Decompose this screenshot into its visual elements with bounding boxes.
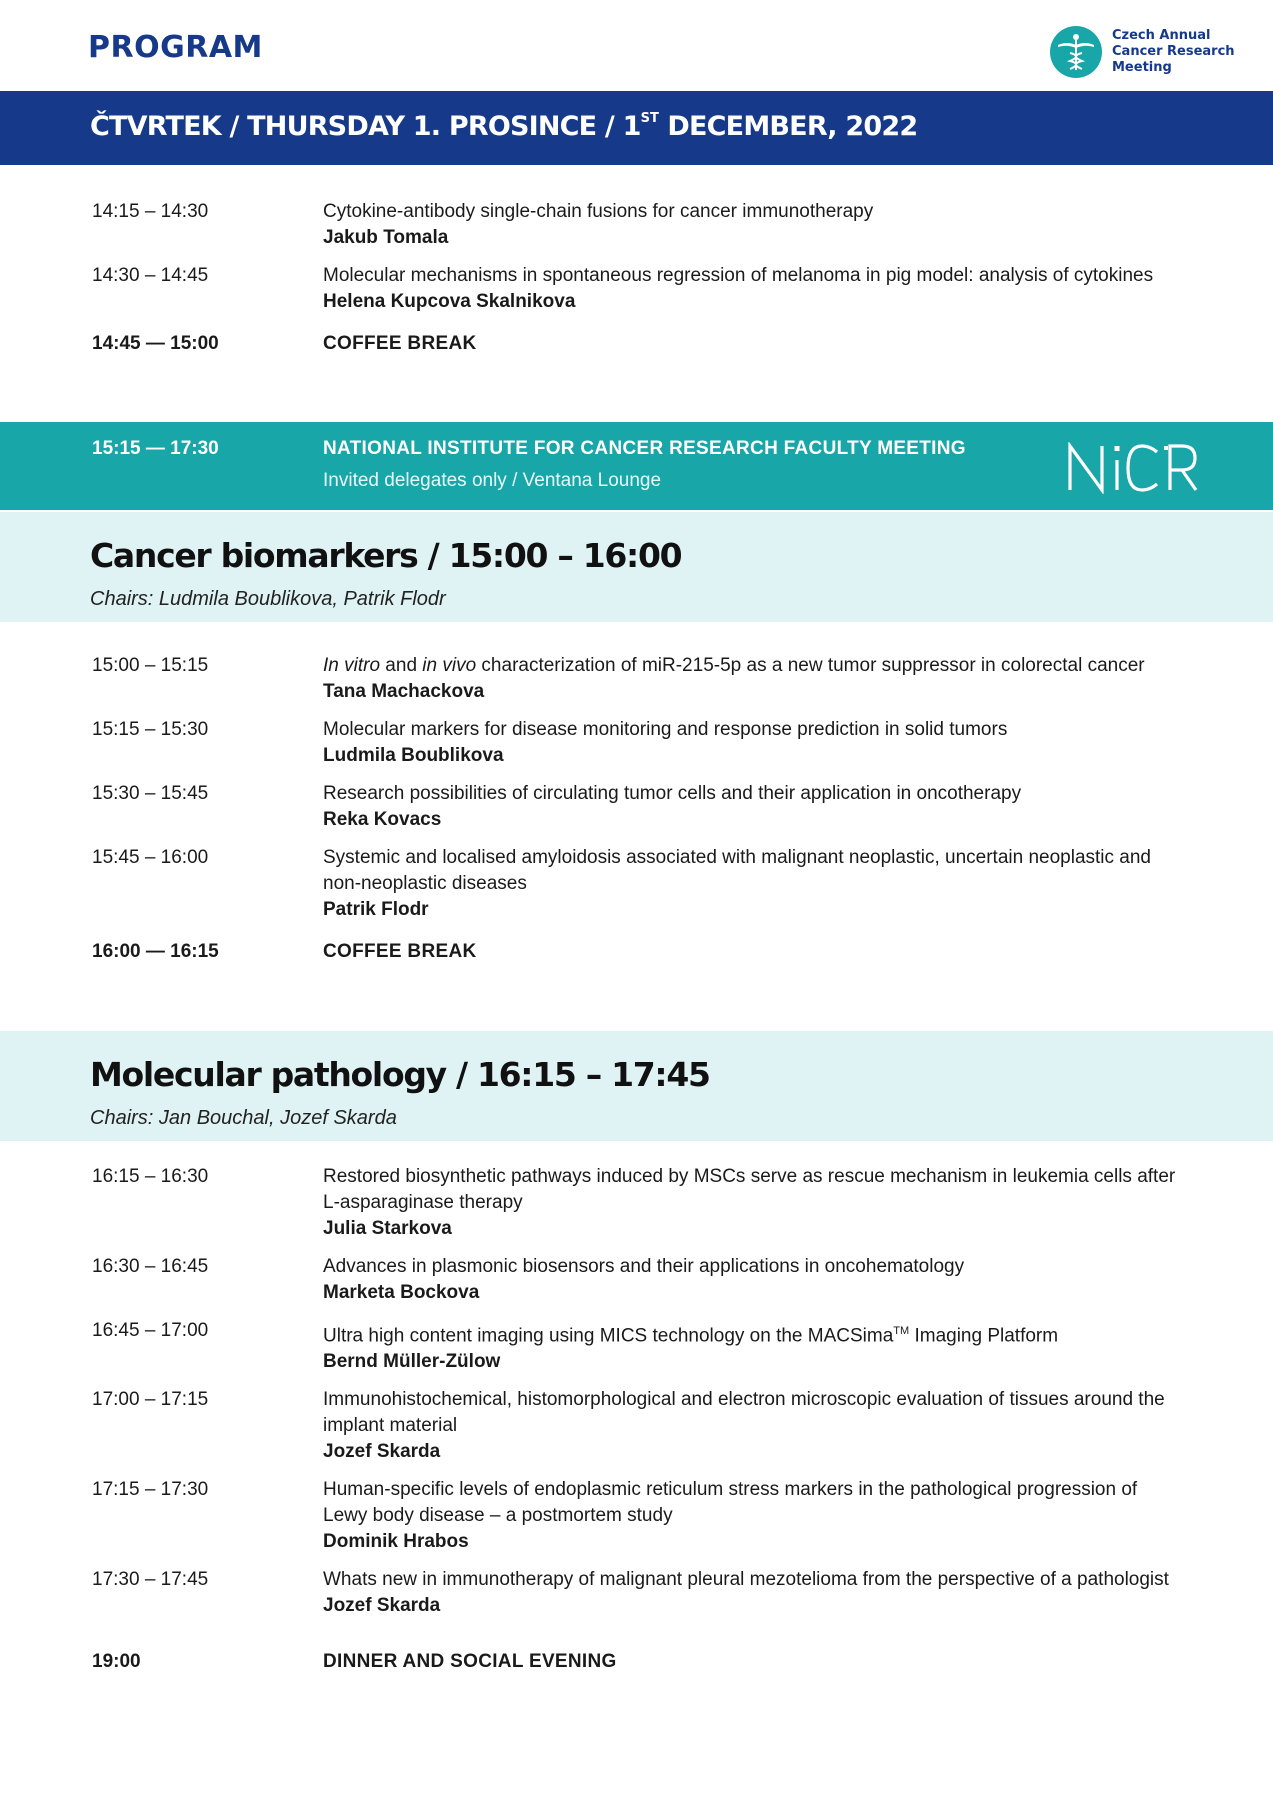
meeting-logo bbox=[1050, 26, 1235, 78]
talk-row bbox=[0, 1318, 1273, 1375]
break-time: 14:45 — 15:00 bbox=[92, 333, 219, 354]
talk-content bbox=[323, 199, 1183, 251]
talk-content bbox=[323, 1387, 1183, 1465]
caduceus-icon bbox=[1050, 26, 1102, 78]
break-time: 16:00 — 16:15 bbox=[92, 941, 219, 962]
talk-time: 15:45 – 16:00 bbox=[92, 847, 209, 868]
talk-content bbox=[323, 263, 1183, 315]
page-title: PROGRAM bbox=[88, 30, 263, 65]
talk-title: In vitro and in vivo characterization of miR-215-5p as a new tumor suppressor in colorectal cancer bbox=[323, 655, 1145, 676]
talk-speaker: Marketa Bockova bbox=[323, 1282, 480, 1303]
break-row bbox=[0, 939, 1273, 965]
section-chairs: Chairs: Ludmila Boublikova, Patrik Flodr bbox=[90, 588, 446, 610]
talk-row bbox=[0, 845, 1273, 923]
talk-row bbox=[0, 781, 1273, 833]
section-title: Cancer biomarkers / 15:00 – 16:00 bbox=[90, 536, 682, 575]
talk-time: 14:30 – 14:45 bbox=[92, 265, 209, 286]
talk-title: Molecular mechanisms in spontaneous regression of melanoma in pig model: analysis of cytokines bbox=[323, 265, 1154, 286]
talk-title: Advances in plasmonic biosensors and their applications in oncohematology bbox=[323, 1256, 965, 1277]
talk-content bbox=[323, 1254, 1183, 1306]
section-chairs: Chairs: Jan Bouchal, Jozef Skarda bbox=[90, 1107, 397, 1129]
talk-row bbox=[0, 263, 1273, 315]
talk-title: Restored biosynthetic pathways induced by MSCs serve as rescue mechanism in leukemia cells after L-asparaginase therapy bbox=[323, 1166, 1176, 1213]
logo-line: Meeting bbox=[1112, 60, 1172, 75]
talk-row bbox=[0, 717, 1273, 769]
talk-row bbox=[0, 1477, 1273, 1555]
talk-content bbox=[323, 845, 1183, 923]
logo-line: Czech Annual bbox=[1112, 28, 1211, 43]
section-header-cancer-biomarkers bbox=[0, 512, 1273, 622]
talk-time: 14:15 – 14:30 bbox=[92, 201, 209, 222]
talk-title: Systemic and localised amyloidosis associated with malignant neoplastic, uncertain neoplastic and non-neoplastic diseases bbox=[323, 847, 1152, 894]
talk-title: Whats new in immunotherapy of malignant pleural mezotelioma from the perspective of a pathologist bbox=[323, 1569, 1169, 1591]
talk-row bbox=[0, 1567, 1273, 1619]
talk-title: Human-specific levels of endoplasmic reticulum stress markers in the pathological progression of Lewy body disease – a postmortem study bbox=[323, 1479, 1138, 1527]
talk-speaker: Helena Kupcova Skalnikova bbox=[323, 291, 576, 312]
talk-time: 15:30 – 15:45 bbox=[92, 783, 209, 804]
break-row bbox=[0, 331, 1273, 357]
faculty-subtitle: Invited delegates only / Ventana Lounge bbox=[323, 470, 662, 491]
schedule-block-1 bbox=[0, 199, 1273, 357]
talk-speaker: Julia Starkova bbox=[323, 1218, 452, 1239]
talk-speaker: Reka Kovacs bbox=[323, 809, 442, 830]
talk-title: Research possibilities of circulating tumor cells and their application in oncotherapy bbox=[323, 783, 1022, 804]
talk-title: Immunohistochemical, histomorphological and electron microscopic evaluation of tissues around the implant material bbox=[323, 1389, 1165, 1437]
talk-row bbox=[0, 1254, 1273, 1306]
break-label: COFFEE BREAK bbox=[323, 333, 477, 354]
talk-speaker: Patrik Flodr bbox=[323, 899, 429, 920]
section-title: Molecular pathology / 16:15 – 17:45 bbox=[90, 1055, 710, 1094]
talk-content bbox=[323, 717, 1183, 769]
talk-speaker: Tana Machackova bbox=[323, 681, 485, 702]
dinner-row bbox=[0, 1649, 1273, 1675]
faculty-title: NATIONAL INSTITUTE FOR CANCER RESEARCH FACULTY MEETING bbox=[323, 438, 966, 459]
talk-content bbox=[323, 1567, 1183, 1619]
logo-line: Cancer Research bbox=[1112, 44, 1235, 59]
talk-time: 17:00 – 17:15 bbox=[92, 1389, 209, 1411]
dinner-label: DINNER AND SOCIAL EVENING bbox=[323, 1651, 617, 1673]
talk-time: 16:30 – 16:45 bbox=[92, 1256, 209, 1277]
dinner-time: 19:00 bbox=[92, 1651, 141, 1673]
talk-row bbox=[0, 1387, 1273, 1465]
talk-time: 16:45 – 17:00 bbox=[92, 1320, 209, 1341]
schedule-block-molecular-pathology bbox=[0, 1164, 1273, 1675]
faculty-time: 15:15 — 17:30 bbox=[92, 438, 219, 459]
talk-title: Cytokine-antibody single-chain fusions for cancer immunotherapy bbox=[323, 201, 874, 222]
section-header-molecular-pathology bbox=[0, 1031, 1273, 1141]
schedule-block-cancer-biomarkers bbox=[0, 653, 1273, 965]
talk-row bbox=[0, 653, 1273, 705]
talk-speaker: Bernd Müller-Zülow bbox=[323, 1351, 501, 1373]
talk-content bbox=[323, 653, 1183, 705]
talk-title: Ultra high content imaging using MICS technology on the MACSima™ Imaging Platform bbox=[323, 1325, 1059, 1347]
talk-speaker: Jozef Skarda bbox=[323, 1595, 441, 1617]
page-header bbox=[0, 0, 1273, 90]
talk-title: Molecular markers for disease monitoring and response prediction in solid tumors bbox=[323, 719, 1008, 740]
talk-content bbox=[323, 781, 1183, 833]
talk-speaker: Ludmila Boublikova bbox=[323, 745, 504, 766]
talk-speaker: Jozef Skarda bbox=[323, 1441, 441, 1463]
talk-content bbox=[323, 1477, 1183, 1555]
talk-time: 15:15 – 15:30 bbox=[92, 719, 209, 740]
talk-time: 16:15 – 16:30 bbox=[92, 1166, 209, 1187]
talk-content bbox=[323, 1318, 1183, 1375]
talk-row bbox=[0, 1164, 1273, 1242]
talk-speaker: Jakub Tomala bbox=[323, 227, 449, 248]
talk-time: 17:30 – 17:45 bbox=[92, 1569, 209, 1591]
day-heading: ČTVRTEK / THURSDAY 1. PROSINCE / 1ST DECEMBER, 2022 bbox=[90, 111, 918, 142]
faculty-meeting-banner bbox=[0, 422, 1273, 510]
talk-row bbox=[0, 199, 1273, 251]
nicr-logo bbox=[1066, 442, 1200, 499]
logo-text bbox=[1112, 28, 1235, 76]
talk-time: 15:00 – 15:15 bbox=[92, 655, 209, 676]
talk-speaker: Dominik Hrabos bbox=[323, 1531, 469, 1553]
talk-time: 17:15 – 17:30 bbox=[92, 1479, 209, 1501]
talk-content bbox=[323, 1164, 1183, 1242]
break-label: COFFEE BREAK bbox=[323, 941, 477, 962]
day-banner bbox=[0, 91, 1273, 165]
